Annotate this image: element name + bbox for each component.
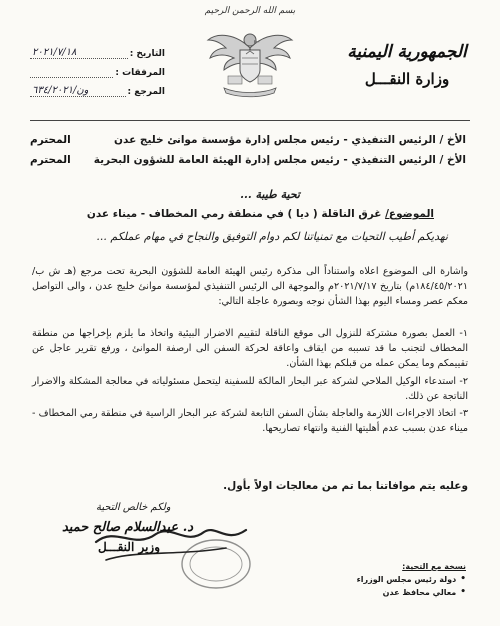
paragraph-item-3: ٣- اتخاذ الاجراءات اللازمة والعاجلة بشأن السفن التابعة لشركة عبر البحار الراسية في منطقة رمي المخطاف - ميناء عدن بسبب عدم أهليتها الفنية وانتهاء تصاريحها. [32,408,468,435]
date-row [30,40,165,59]
addressee-1-honorific: المحترم [30,134,71,146]
subject-text: غرق الناقلة ( ديا ) في منطقة رمي المخطاف - ميناء عدن [86,208,382,220]
reference-label: المرجع : [127,87,165,97]
regards-line: ولكم خالص التحية [96,502,171,513]
bullet-icon: • [460,574,466,584]
attachments-row [30,59,165,78]
signer-name: د. عبدالسلام صالح حميد [61,520,194,535]
addressee-2-text: الأخ / الرئيس التنفيذي - رئيس مجلس إدارة الهيئة العامة للشؤون البحرية [93,154,466,166]
signer-title: وزير النقـــل [97,540,161,554]
copy-item-label: دولة رئيس مجلس الوزراء [356,574,457,584]
header-divider [30,120,470,121]
closing-line: وعليه يتم موافاتنا بما تم من معالجات اولاً بأول. [223,480,468,492]
reference-value: ون/٦٣٤/٢٠٢١ [30,85,126,97]
addressee-1 [30,134,466,146]
subject-line [87,208,434,220]
letterhead-emblem [180,6,320,98]
paragraph-item-2: ٢- استدعاء الوكيل الملاحي لشركة عبر البحار المالكة للسفينة ليتحمل مسئولياته في معالجة المشكلة والاضرار الناتجة عن ذلك. [32,376,468,403]
basmala: بسم الله الرحمن الرحيم [204,6,296,16]
greeting: تحية طيبة ... [240,188,300,201]
attachments-value [30,77,113,78]
date-label: التاريخ : [129,49,165,59]
addressee-2 [30,154,466,166]
addressee-2-honorific: المحترم [30,154,71,166]
attachments-label: المرفقات : [115,68,165,78]
republic-title: الجمهورية اليمنية [347,42,467,62]
paragraph-item-1: ١- العمل بصورة مشتركة للنزول الى موقع الناقلة لتقييم الاضرار البيئية واتخاذ ما يلزم بإخراجها من منطقة المخطاف لتجنب ما قد تسببه من ايقاف واعاقة لحركة السفن الى ارصفة الموانئ ، ورفع تقرير عاجل عن تقييمكم وما يمكن عمله من قبلكم بهذا الشأن. [32,328,468,370]
copy-item [326,587,466,597]
addressee-1-text: الأخ / الرئيس التنفيذي - رئيس مجلس إدارة مؤسسة موانئ خليج عدن [114,134,466,146]
paragraph-intro: واشارة الى الموضوع اعلاه واستناداً الى مذكرة رئيس الهيئة العامة للشؤون البحرية تحت مرجع (هـ ش ب/١٨٤/٤٥/٢٠٢١م) بتاريخ ٢٠٢١/٧/١٧م والموجهة الى الرئيس التنفيذي لمؤسسة موانئ خليج عدن ، والى التواصل معكم عصر ومساء اليوم بهذا الشأن نوجه وبصورة عاجلة التالي: [32,266,468,308]
copy-item [326,574,466,584]
copies-list [326,562,466,600]
letterhead-right [342,42,472,88]
letter-meta [30,40,165,97]
wishes-line: نهديكم أطيب التحيات مع تمنياتنا لكم دوام التوفيق والنجاح في مهام عملكم ... [96,230,448,243]
subject-label: الموضوع/ [385,208,434,220]
eagle-emblem-icon [202,18,298,98]
date-value: ٢٠٢١/٧/١٨ [30,47,128,59]
bullet-icon: • [460,587,466,597]
copies-heading: نسخة مع التحية: [402,562,466,571]
copy-item-label: معالي محافظ عدن [382,587,457,597]
reference-row [30,78,165,97]
ministry-title: وزارة النقـــل [364,70,450,88]
